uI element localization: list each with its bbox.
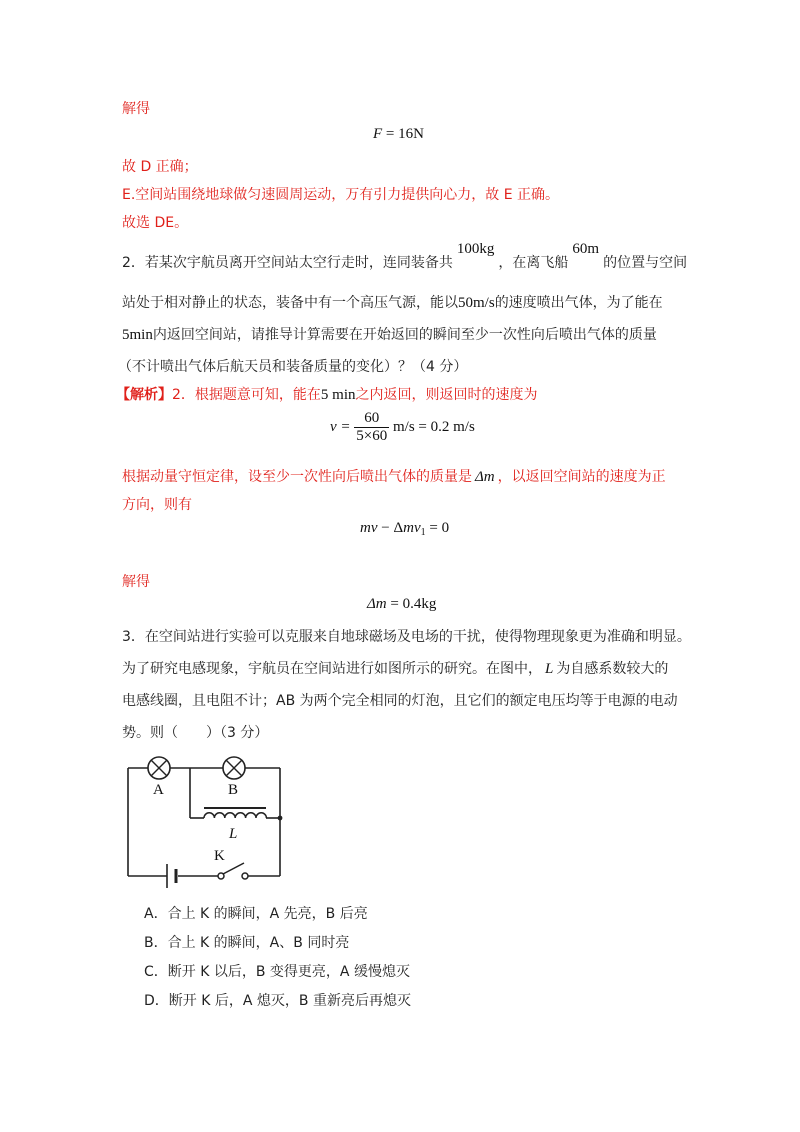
battery-icon xyxy=(167,864,176,888)
analysis-text: 2．根据题意可知，能在 xyxy=(172,387,321,403)
equation-velocity xyxy=(330,410,475,446)
eq-dm-lhs: Δm xyxy=(367,596,387,612)
q3-L: L xyxy=(545,661,554,677)
equation-dm xyxy=(367,596,436,613)
eq-v-fraction xyxy=(354,410,389,446)
q3-text: 为了研究电感现象，宇航员在空间站进行如图所示的研究。在图中， xyxy=(122,661,542,677)
eq-force-rhs: = 16N xyxy=(385,126,424,142)
q2-text: 的位置与空间 xyxy=(603,255,688,271)
eq-mom-part: mv xyxy=(403,520,421,536)
q2-text: 站处于相对静止的状态，装备中有一个高压气源，能以 xyxy=(122,295,458,311)
lamp-a-icon xyxy=(148,757,170,779)
q2-text: ，在离飞船 xyxy=(498,255,569,271)
analysis-tag: 【解析】 xyxy=(116,387,172,403)
q3-line1: 3．在空间站进行实验可以克服来自地球磁场及电场的干扰，使得物理现象更为准确和明显。 xyxy=(122,629,691,645)
junction-dot-icon xyxy=(278,816,283,821)
label-l: L xyxy=(229,826,238,842)
q3-text: 为自感系数较大的 xyxy=(556,661,669,677)
q2-line3 xyxy=(122,324,657,344)
equation-momentum xyxy=(360,520,449,538)
equation-force xyxy=(373,126,424,143)
q2-speed: 50m/s xyxy=(458,295,495,311)
q2-text: 内返回空间站，请推导计算需要在开始返回的瞬间至少一次性向后喷出气体的质量 xyxy=(152,327,657,343)
option-d[interactable]: D．断开 K 后，A 熄灭，B 重新亮后再熄灭 xyxy=(144,993,411,1009)
momentum-dm: Δm xyxy=(475,469,495,485)
solve-label: 解得 xyxy=(122,101,150,117)
q2-line4: （不计喷出气体后航天员和装备质量的变化）？（4 分） xyxy=(118,359,468,375)
eq-mom-sub: 1 xyxy=(420,527,426,538)
q2-analysis xyxy=(116,384,538,404)
q2-text: 的速度喷出气体，为了能在 xyxy=(494,295,663,311)
q2-line1 xyxy=(122,241,688,272)
momentum-text: 根据动量守恒定律，设至少一次性向后喷出气体的质量是 xyxy=(122,469,472,485)
option-c[interactable]: C．断开 K 以后，B 变得更亮，A 缓慢熄灭 xyxy=(144,964,410,980)
answer-choice: 故选 DE。 xyxy=(122,215,189,231)
eq-v-numerator: 60 xyxy=(364,410,380,426)
eq-v-lhs: v = xyxy=(330,419,351,436)
option-b[interactable]: B．合上 K 的瞬间，A、B 同时亮 xyxy=(144,935,350,951)
eq-mom-part: − Δ xyxy=(377,520,404,536)
solve-label-2: 解得 xyxy=(122,574,150,590)
q3-line4: 势。则（ ）（3 分） xyxy=(122,725,269,741)
inductor-icon xyxy=(204,808,266,818)
conclusion-d: 故 D 正确； xyxy=(122,159,198,175)
analysis-time: 5 min xyxy=(320,387,356,403)
q2-time: 5min xyxy=(122,327,153,343)
q3-line3: 电感线圈，且电阻不计；AB 为两个完全相同的灯泡，且它们的额定电压均等于电源的电动 xyxy=(122,693,678,709)
q2-text: 2．若某次宇航员离开空间站太空行走时，连同装备共 xyxy=(122,255,453,271)
switch-k-icon xyxy=(218,863,248,879)
eq-force-lhs: F xyxy=(373,126,383,142)
eq-v-denominator: 5×60 xyxy=(356,428,388,445)
momentum-text: ，以返回空间站的速度为正 xyxy=(497,469,666,485)
q2-line2 xyxy=(122,292,663,312)
q2-distance: 60m xyxy=(572,241,600,257)
eq-dm-rhs: = 0.4kg xyxy=(390,596,437,612)
eq-mom-part: mv xyxy=(360,520,378,536)
option-a[interactable]: A．合上 K 的瞬间，A 先亮，B 后亮 xyxy=(144,906,368,922)
eq-mom-part: = 0 xyxy=(425,520,450,536)
momentum-line1 xyxy=(122,466,666,486)
eq-v-rhs: m/s = 0.2 m/s xyxy=(393,419,475,436)
momentum-line2: 方向，则有 xyxy=(122,497,192,513)
label-a: A xyxy=(153,782,164,798)
label-b: B xyxy=(228,782,239,798)
label-k: K xyxy=(214,848,225,864)
analysis-text: 之内返回，则返回时的速度为 xyxy=(355,387,538,403)
lamp-b-icon xyxy=(223,757,245,779)
q2-mass: 100kg xyxy=(456,241,495,257)
q3-line2 xyxy=(122,658,668,678)
conclusion-e: E.空间站围绕地球做匀速圆周运动，万有引力提供向心力，故 E 正确。 xyxy=(122,187,560,203)
circuit-diagram xyxy=(120,750,295,890)
